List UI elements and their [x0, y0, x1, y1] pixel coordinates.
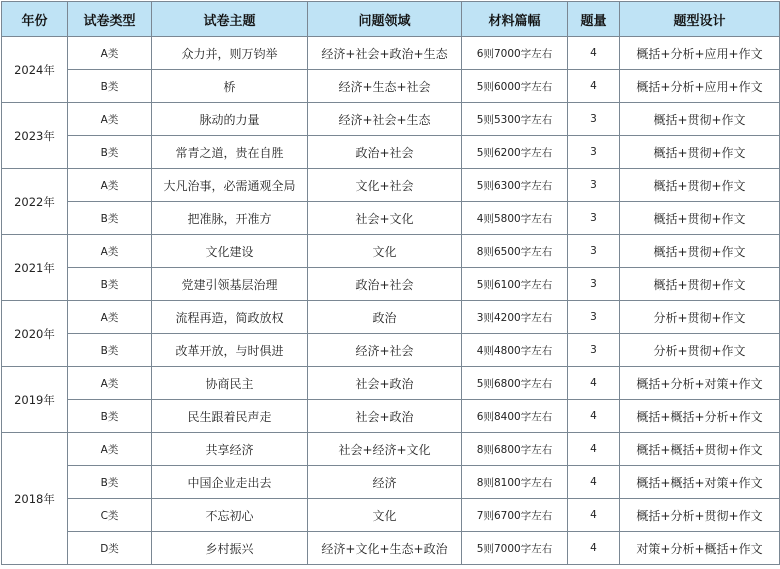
length-cell: 8则8100字左右 [462, 466, 568, 499]
length-cell: 5则5300字左右 [462, 103, 568, 136]
domain-cell: 经济+生态+社会 [308, 70, 462, 103]
length-cell: 5则6800字左右 [462, 367, 568, 400]
table-row [2, 334, 780, 367]
domain-cell: 经济+社会 [308, 334, 462, 367]
table-row [2, 103, 780, 136]
table-row [2, 37, 780, 70]
type-cell: B类 [68, 400, 152, 433]
count-cell: 3 [568, 136, 620, 169]
design-cell: 概括+分析+应用+作文 [620, 70, 780, 103]
length-cell: 8则6500字左右 [462, 235, 568, 268]
table-row [2, 235, 780, 268]
domain-cell: 社会+政治 [308, 367, 462, 400]
theme-cell: 民生跟着民声走 [152, 400, 308, 433]
theme-cell: 乡村振兴 [152, 532, 308, 565]
header-year: 年份 [2, 2, 68, 37]
table-row [2, 532, 780, 565]
count-cell: 4 [568, 400, 620, 433]
header-design: 题型设计 [620, 2, 780, 37]
type-cell: D类 [68, 532, 152, 565]
theme-cell: 常青之道，贵在自胜 [152, 136, 308, 169]
header-theme: 试卷主题 [152, 2, 308, 37]
count-cell: 4 [568, 70, 620, 103]
length-cell: 6则7000字左右 [462, 37, 568, 70]
type-cell: A类 [68, 103, 152, 136]
design-cell: 概括+贯彻+作文 [620, 235, 780, 268]
design-cell: 概括+贯彻+作文 [620, 103, 780, 136]
count-cell: 3 [568, 103, 620, 136]
table-row [2, 169, 780, 202]
domain-cell: 经济+文化+生态+政治 [308, 532, 462, 565]
design-cell: 分析+贯彻+作文 [620, 334, 780, 367]
domain-cell: 经济+社会+生态 [308, 103, 462, 136]
type-cell: C类 [68, 499, 152, 532]
theme-cell: 改革开放，与时俱进 [152, 334, 308, 367]
header-row [2, 2, 780, 37]
design-cell: 概括+贯彻+作文 [620, 136, 780, 169]
design-cell: 分析+贯彻+作文 [620, 301, 780, 334]
length-cell: 7则6700字左右 [462, 499, 568, 532]
domain-cell: 政治 [308, 301, 462, 334]
type-cell: A类 [68, 301, 152, 334]
theme-cell: 协商民主 [152, 367, 308, 400]
header-length: 材料篇幅 [462, 2, 568, 37]
theme-cell: 流程再造，简政放权 [152, 301, 308, 334]
year-cell: 2023年 [2, 103, 68, 169]
header-count: 题量 [568, 2, 620, 37]
type-cell: B类 [68, 202, 152, 235]
table-row [2, 136, 780, 169]
domain-cell: 政治+社会 [308, 136, 462, 169]
table-row [2, 202, 780, 235]
design-cell: 概括+贯彻+作文 [620, 169, 780, 202]
design-cell: 概括+概括+贯彻+作文 [620, 433, 780, 466]
table-row [2, 433, 780, 466]
length-cell: 5则7000字左右 [462, 532, 568, 565]
design-cell: 概括+概括+分析+作文 [620, 400, 780, 433]
type-cell: B类 [68, 70, 152, 103]
theme-cell: 共享经济 [152, 433, 308, 466]
type-cell: B类 [68, 466, 152, 499]
theme-cell: 中国企业走出去 [152, 466, 308, 499]
count-cell: 3 [568, 235, 620, 268]
theme-cell: 大凡治事，必需通观全局 [152, 169, 308, 202]
table-row [2, 499, 780, 532]
table-row [2, 400, 780, 433]
count-cell: 4 [568, 499, 620, 532]
table-row [2, 301, 780, 334]
design-cell: 概括+分析+贯彻+作文 [620, 499, 780, 532]
domain-cell: 经济+社会+政治+生态 [308, 37, 462, 70]
table-body [2, 37, 780, 565]
type-cell: B类 [68, 268, 152, 301]
type-cell: B类 [68, 136, 152, 169]
theme-cell: 不忘初心 [152, 499, 308, 532]
header-domain: 问题领域 [308, 2, 462, 37]
table-row [2, 466, 780, 499]
type-cell: A类 [68, 367, 152, 400]
length-cell: 5则6100字左右 [462, 268, 568, 301]
theme-cell: 党建引领基层治理 [152, 268, 308, 301]
theme-cell: 桥 [152, 70, 308, 103]
length-cell: 5则6200字左右 [462, 136, 568, 169]
year-cell: 2020年 [2, 301, 68, 367]
theme-cell: 众力并，则万钧举 [152, 37, 308, 70]
theme-cell: 文化建设 [152, 235, 308, 268]
exam-summary-table [1, 1, 780, 565]
domain-cell: 社会+政治 [308, 400, 462, 433]
count-cell: 4 [568, 433, 620, 466]
count-cell: 3 [568, 301, 620, 334]
design-cell: 概括+概括+对策+作文 [620, 466, 780, 499]
year-cell: 2019年 [2, 367, 68, 433]
domain-cell: 社会+文化 [308, 202, 462, 235]
design-cell: 概括+分析+应用+作文 [620, 37, 780, 70]
year-cell: 2022年 [2, 169, 68, 235]
type-cell: A类 [68, 235, 152, 268]
table-row [2, 367, 780, 400]
count-cell: 3 [568, 334, 620, 367]
theme-cell: 脉动的力量 [152, 103, 308, 136]
year-cell: 2024年 [2, 37, 68, 103]
design-cell: 概括+贯彻+作文 [620, 268, 780, 301]
count-cell: 3 [568, 169, 620, 202]
length-cell: 4则5800字左右 [462, 202, 568, 235]
count-cell: 3 [568, 268, 620, 301]
count-cell: 3 [568, 202, 620, 235]
year-cell: 2021年 [2, 235, 68, 301]
count-cell: 4 [568, 367, 620, 400]
type-cell: A类 [68, 169, 152, 202]
length-cell: 4则4800字左右 [462, 334, 568, 367]
domain-cell: 经济 [308, 466, 462, 499]
length-cell: 5则6300字左右 [462, 169, 568, 202]
table-row [2, 268, 780, 301]
domain-cell: 政治+社会 [308, 268, 462, 301]
table-row [2, 70, 780, 103]
length-cell: 8则6800字左右 [462, 433, 568, 466]
length-cell: 6则8400字左右 [462, 400, 568, 433]
theme-cell: 把准脉，开准方 [152, 202, 308, 235]
header-type: 试卷类型 [68, 2, 152, 37]
length-cell: 3则4200字左右 [462, 301, 568, 334]
count-cell: 4 [568, 37, 620, 70]
design-cell: 概括+分析+对策+作文 [620, 367, 780, 400]
domain-cell: 文化+社会 [308, 169, 462, 202]
domain-cell: 文化 [308, 235, 462, 268]
design-cell: 对策+分析+概括+作文 [620, 532, 780, 565]
type-cell: A类 [68, 433, 152, 466]
count-cell: 4 [568, 532, 620, 565]
domain-cell: 文化 [308, 499, 462, 532]
type-cell: B类 [68, 334, 152, 367]
design-cell: 概括+贯彻+作文 [620, 202, 780, 235]
count-cell: 4 [568, 466, 620, 499]
length-cell: 5则6000字左右 [462, 70, 568, 103]
type-cell: A类 [68, 37, 152, 70]
year-cell: 2018年 [2, 433, 68, 565]
domain-cell: 社会+经济+文化 [308, 433, 462, 466]
